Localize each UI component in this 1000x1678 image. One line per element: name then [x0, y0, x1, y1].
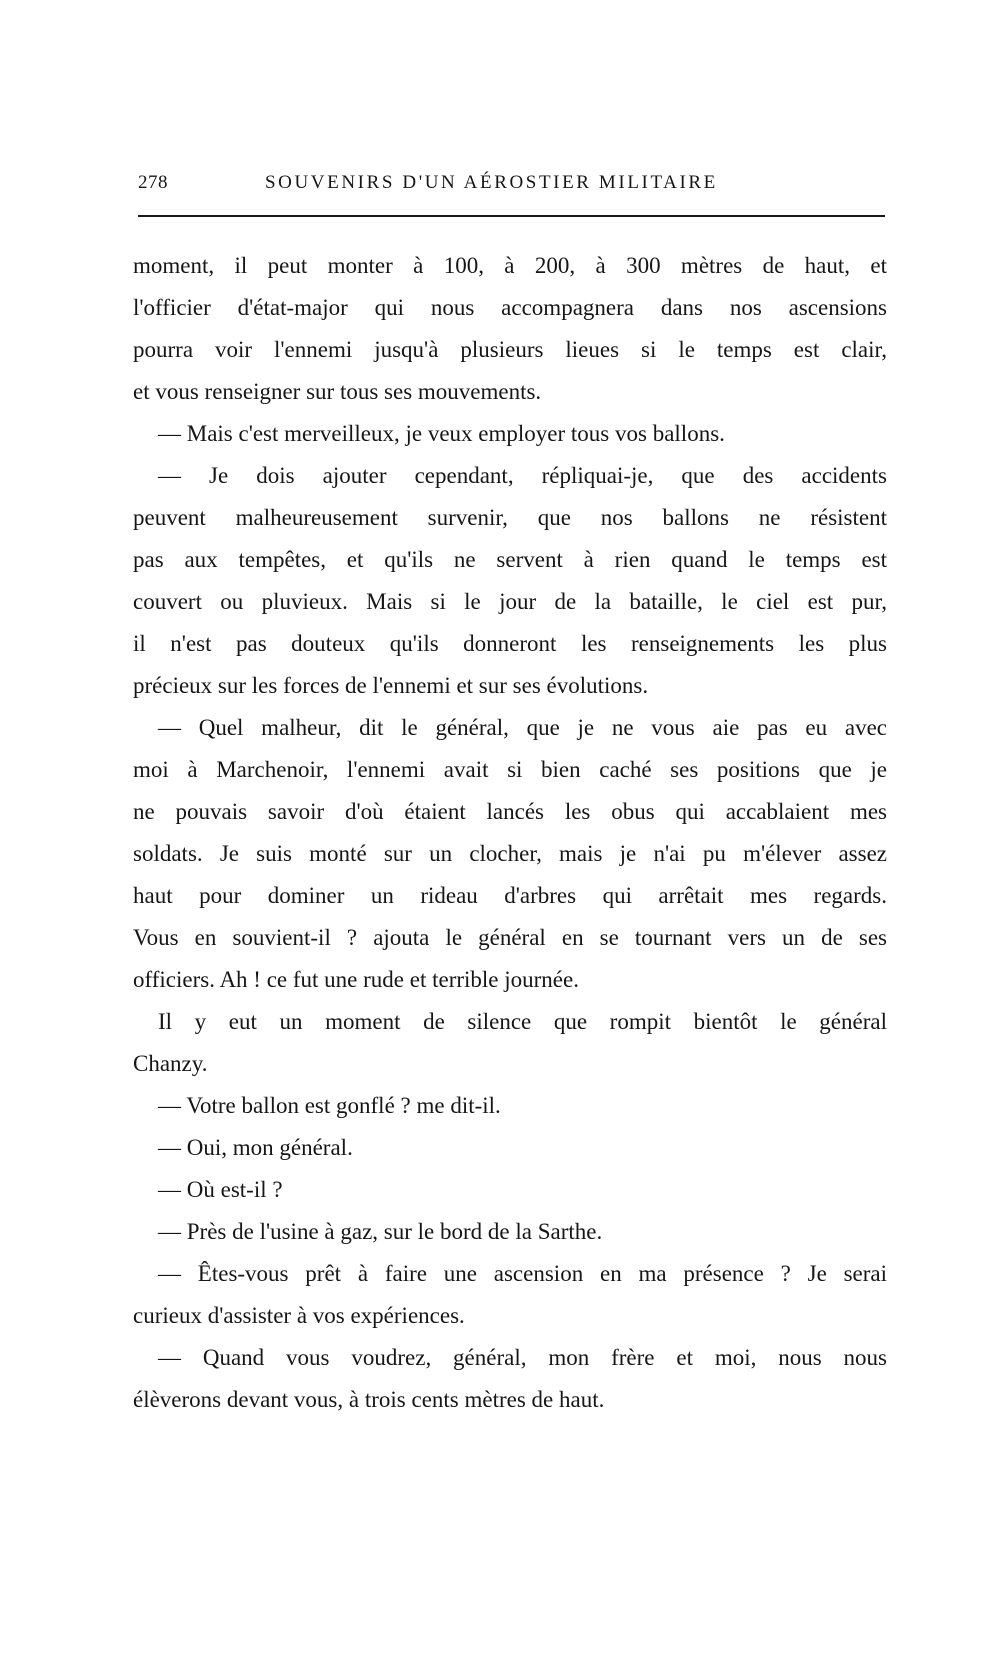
text-line: — Oui, mon général.	[158, 1135, 353, 1160]
text-line: moment, il peut monter à 100, à 200, à 300 mètres de haut, et	[133, 253, 887, 278]
text-line: — Êtes-vous prêt à faire une ascension en ma présence ? Je serai	[158, 1261, 887, 1286]
header-rule	[138, 215, 885, 217]
running-title: SOUVENIRS D'UN AÉROSTIER MILITAIRE	[265, 172, 718, 193]
page-number: 278	[138, 172, 168, 193]
text-line: couvert ou pluvieux. Mais si le jour de la bataille, le ciel est pur,	[133, 589, 887, 614]
text-line: soldats. Je suis monté sur un clocher, mais je n'ai pu m'élever assez	[133, 841, 887, 866]
text-line: — Votre ballon est gonflé ? me dit-il.	[158, 1093, 501, 1118]
text-line: — Mais c'est merveilleux, je veux employer tous vos ballons.	[158, 421, 725, 446]
text-line: haut pour dominer un rideau d'arbres qui arrêtait mes regards.	[133, 883, 887, 908]
running-head	[138, 168, 884, 198]
text-line: moi à Marchenoir, l'ennemi avait si bien caché ses positions que je	[133, 757, 887, 782]
text-line: peuvent malheureusement survenir, que nos ballons ne résistent	[133, 505, 887, 530]
text-line: il n'est pas douteux qu'ils donneront les renseignements les plus	[133, 631, 887, 656]
text-line: pourra voir l'ennemi jusqu'à plusieurs lieues si le temps est clair,	[133, 337, 887, 362]
text-line: et vous renseigner sur tous ses mouvements.	[133, 379, 542, 404]
text-line: ne pouvais savoir d'où étaient lancés les obus qui accablaient mes	[133, 799, 887, 824]
text-line: officiers. Ah ! ce fut une rude et terrible journée.	[133, 967, 579, 992]
text-line: curieux d'assister à vos expériences.	[133, 1303, 465, 1328]
text-line: — Près de l'usine à gaz, sur le bord de la Sarthe.	[158, 1219, 603, 1244]
text-line: pas aux tempêtes, et qu'ils ne servent à rien quand le temps est	[133, 547, 887, 572]
text-line: Chanzy.	[133, 1051, 208, 1076]
body-text	[133, 245, 887, 1421]
text-line: Il y eut un moment de silence que rompit bientôt le général	[158, 1009, 887, 1034]
text-line: l'officier d'état-major qui nous accompagnera dans nos ascensions	[133, 295, 887, 320]
text-line: — Je dois ajouter cependant, répliquai-je, que des accidents	[158, 463, 887, 488]
text-line: — Quand vous voudrez, général, mon frère et moi, nous nous	[158, 1345, 887, 1370]
text-line: précieux sur les forces de l'ennemi et sur ses évolutions.	[133, 673, 649, 698]
text-line: élèverons devant vous, à trois cents mètres de haut.	[133, 1387, 605, 1412]
text-line: — Où est-il ?	[158, 1177, 283, 1202]
text-line: Vous en souvient-il ? ajouta le général en se tournant vers un de ses	[133, 925, 887, 950]
text-line: — Quel malheur, dit le général, que je ne vous aie pas eu avec	[158, 715, 887, 740]
